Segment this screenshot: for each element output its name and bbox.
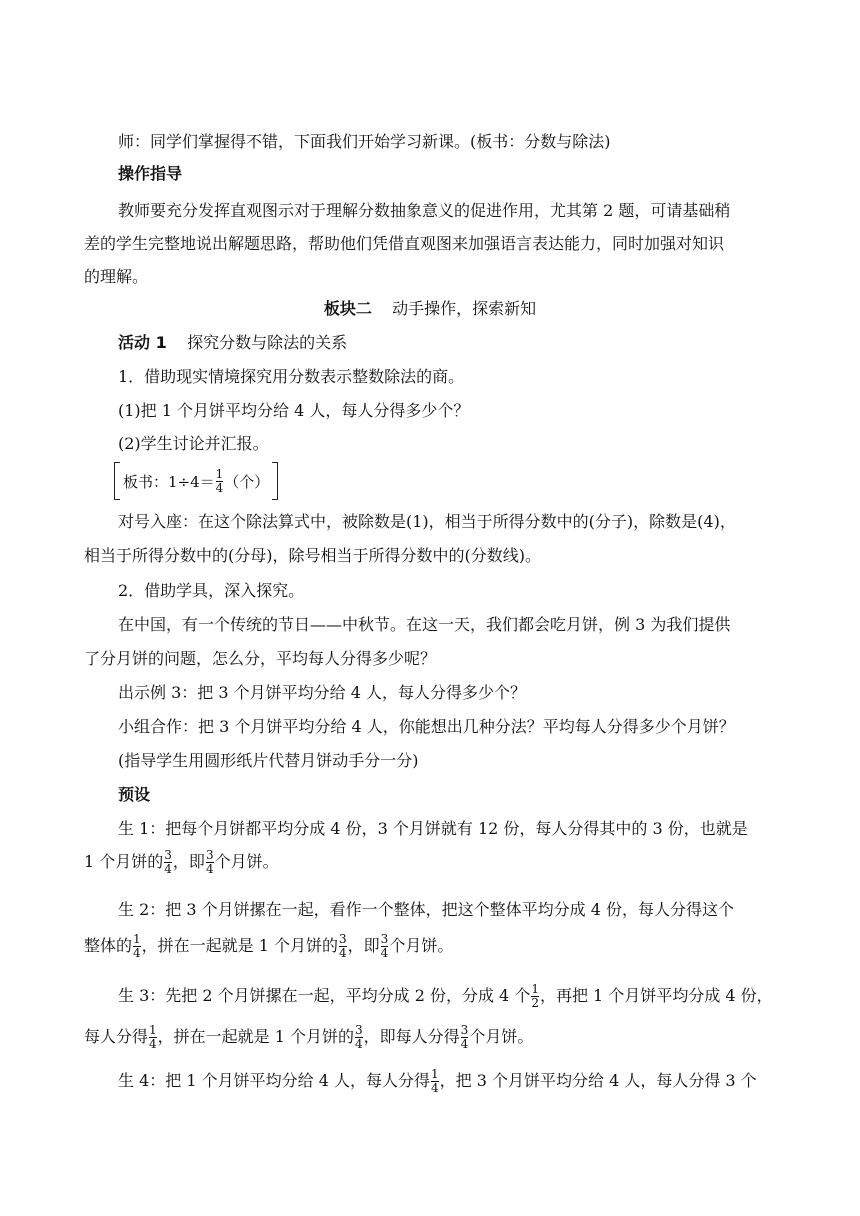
activity-label: 活动 1 xyxy=(118,333,167,352)
note-text: (指导学生用圆形纸片代替月饼动手分一分) xyxy=(118,751,419,770)
text-part: ，拼在一起就是 1 个月饼的 xyxy=(157,1027,355,1046)
text-part: 每人分得 xyxy=(84,1027,149,1046)
section-label: 板块二 xyxy=(323,299,372,318)
fraction-denominator: 4 xyxy=(164,862,172,876)
fraction-three-quarters xyxy=(339,933,347,960)
heading-preset xyxy=(0,784,860,806)
fraction-denominator: 2 xyxy=(531,996,539,1010)
student1-line2 xyxy=(0,849,860,876)
item-1 xyxy=(0,366,860,388)
fraction-numerator: 3 xyxy=(380,932,389,946)
text-part: ，即 xyxy=(347,936,380,955)
example-text: 出示例 3：把 3 个月饼平均分给 4 人，每人分得多少个？ xyxy=(118,683,526,702)
fraction-denominator: 4 xyxy=(430,1081,439,1095)
student4-line1 xyxy=(0,1068,860,1095)
fraction-denominator: 4 xyxy=(355,1037,363,1051)
fraction-numerator: 1 xyxy=(215,466,224,481)
student2-line2 xyxy=(0,933,860,960)
question-1 xyxy=(0,400,860,422)
paragraph-text: 相当于所得分数中的(分母)，除号相当于所得分数中的(分数线)。 xyxy=(84,546,541,565)
paragraph-text: 师：同学们掌握得不错，下面我们开始学习新课。(板书：分数与除法) xyxy=(118,132,611,151)
fraction-three-quarters xyxy=(164,849,172,876)
text-part: ，把 3 个月饼平均分给 4 人，每人分得 3 个 xyxy=(439,1071,757,1090)
question-text: (2)学生讨论并汇报。 xyxy=(118,434,269,453)
paragraph-text: 的理解。 xyxy=(84,267,149,286)
teacher-line xyxy=(0,131,860,153)
fraction-one-quarter xyxy=(149,1024,157,1051)
paragraph-text: 生 2：把 3 个月饼摞在一起，看作一个整体，把这个整体平均分成 4 份，每人分得这个 xyxy=(118,900,734,919)
item-text: 1．借助现实情境探究用分数表示整数除法的商。 xyxy=(118,367,465,386)
student3-line1 xyxy=(0,983,860,1010)
paragraph-text: 对号入座：在这个除法算式中，被除数是(1)，相当于所得分数中的(分子)，除数是(4)， xyxy=(118,512,736,531)
fraction-numerator: 1 xyxy=(133,932,141,946)
fraction-denominator: 4 xyxy=(205,862,214,876)
text-part: 生 3：先把 2 个月饼摞在一起，平均分成 2 份，分成 4 个 xyxy=(118,986,531,1005)
section-title xyxy=(0,298,860,320)
item-2 xyxy=(0,580,860,602)
guide-paragraph-line2 xyxy=(0,233,860,255)
text-part: 整体的 xyxy=(84,936,133,955)
group-work xyxy=(0,716,860,738)
text-part: ，即每人分得 xyxy=(363,1027,460,1046)
fraction-denominator: 4 xyxy=(149,1037,157,1051)
heading-text: 预设 xyxy=(118,785,151,804)
fraction-three-quarters xyxy=(381,933,389,960)
text-part: ，即 xyxy=(172,852,205,871)
section-subtitle: 动手操作，探索新知 xyxy=(392,299,537,318)
fraction-denominator: 4 xyxy=(380,946,389,960)
fraction-three-quarters xyxy=(206,849,214,876)
text-part: 1 个月饼的 xyxy=(84,852,164,871)
fraction-three-quarters xyxy=(355,1024,363,1051)
festival-paragraph-line2 xyxy=(0,648,860,670)
match-paragraph-line1 xyxy=(0,511,860,533)
activity-heading xyxy=(0,332,860,354)
fraction-denominator: 4 xyxy=(460,1037,469,1051)
festival-paragraph-line1 xyxy=(0,614,860,636)
text-part: 个月饼。 xyxy=(389,936,454,955)
guide-paragraph-line3 xyxy=(0,266,860,288)
fraction-numerator: 3 xyxy=(355,1023,363,1037)
text-part: 个月饼。 xyxy=(469,1027,534,1046)
fraction-one-quarter xyxy=(133,933,141,960)
student2-line1 xyxy=(0,899,860,921)
board-unit: （个） xyxy=(224,472,270,491)
board-equation xyxy=(114,462,278,500)
fraction-numerator: 3 xyxy=(205,848,214,862)
text-part: ，再把 1 个月饼平均分成 4 份， xyxy=(539,986,773,1005)
question-text: (1)把 1 个月饼平均分给 4 人，每人分得多少个？ xyxy=(118,401,470,420)
fraction-one-quarter xyxy=(431,1068,439,1095)
student1-line1 xyxy=(0,818,860,840)
heading-text: 操作指导 xyxy=(118,164,183,183)
question-2 xyxy=(0,433,860,455)
fraction-numerator: 3 xyxy=(164,848,172,862)
match-paragraph-line2 xyxy=(0,545,860,567)
fraction-denominator: 4 xyxy=(339,946,347,960)
fraction-one-quarter xyxy=(216,468,224,495)
guide-paragraph-line1 xyxy=(0,200,860,222)
group-text: 小组合作：把 3 个月饼平均分给 4 人，你能想出几种分法？平均每人分得多少个月饼？ xyxy=(118,717,735,736)
paragraph-text: 差的学生完整地说出解题思路，帮助他们凭借直观图来加强语言表达能力，同时加强对知识 xyxy=(84,234,725,253)
fraction-numerator: 3 xyxy=(339,932,347,946)
fraction-numerator: 1 xyxy=(149,1023,157,1037)
text-part: 个月饼。 xyxy=(214,852,279,871)
heading-operation-guide xyxy=(0,163,860,185)
text-part: 生 4：把 1 个月饼平均分给 4 人，每人分得 xyxy=(118,1071,430,1090)
fraction-numerator: 1 xyxy=(430,1067,439,1081)
paragraph-text: 了分月饼的问题，怎么分，平均每人分得多少呢？ xyxy=(84,649,437,668)
guide-note xyxy=(0,750,860,772)
fraction-three-quarters xyxy=(461,1024,469,1051)
item-text: 2．借助学具，深入探究。 xyxy=(118,581,305,600)
text-part: ，拼在一起就是 1 个月饼的 xyxy=(141,936,339,955)
student3-line2 xyxy=(0,1024,860,1051)
paragraph-text: 教师要充分发挥直观图示对于理解分数抽象意义的促进作用，尤其第 2 题，可请基础稍 xyxy=(118,201,731,220)
fraction-numerator: 1 xyxy=(531,982,539,996)
fraction-denominator: 4 xyxy=(133,946,141,960)
activity-title: 探究分数与除法的关系 xyxy=(187,333,348,352)
example-3 xyxy=(0,682,860,704)
paragraph-text: 生 1：把每个月饼都平均分成 4 份，3 个月饼就有 12 份，每人分得其中的 3 份，也就是 xyxy=(118,819,748,838)
paragraph-text: 在中国，有一个传统的节日——中秋节。在这一天，我们都会吃月饼，例 3 为我们提供 xyxy=(118,615,731,634)
fraction-one-half xyxy=(531,983,539,1010)
fraction-numerator: 3 xyxy=(460,1023,469,1037)
board-text: 板书：1÷4＝ xyxy=(123,472,215,491)
fraction-denominator: 4 xyxy=(215,480,224,495)
